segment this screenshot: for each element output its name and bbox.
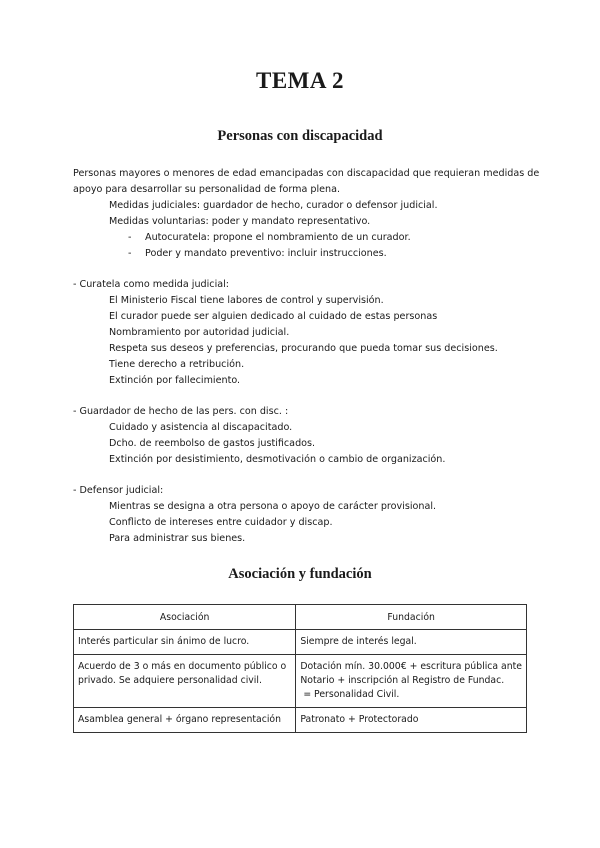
cell-text: Asamblea general + órgano representación [78, 714, 281, 725]
cell-text: Patronato + Protectorado [300, 714, 419, 725]
section-heading-asociacion-fundacion: Asociación y fundación [228, 566, 372, 582]
table-row [74, 655, 527, 708]
curatela-item: Extinción por fallecimiento. [109, 375, 241, 386]
table-row [74, 630, 527, 655]
defensor-item: Conflicto de intereses entre cuidador y discap. [109, 517, 333, 528]
guardador-item: Dcho. de reembolso de gastos justificados. [109, 438, 316, 449]
voluntary-item-poder: Poder y mandato preventivo: incluir instrucciones. [145, 248, 387, 259]
list-dash: - [128, 248, 132, 259]
curatela-heading: - Curatela como medida judicial: [73, 279, 230, 290]
column-header-fundacion: Fundación [296, 605, 527, 630]
defensor-item: Mientras se designa a otra persona o apoyo de carácter provisional. [109, 501, 437, 512]
intro-line: apoyo para desarrollar su personalidad de forma plena. [73, 184, 341, 195]
guardador-item: Extinción por desistimiento, desmotivación o cambio de organización. [109, 454, 446, 465]
cell-text: Interés particular sin ánimo de lucro. [78, 636, 250, 647]
curatela-item: Respeta sus deseos y preferencias, procurando que pueda tomar sus decisiones. [109, 343, 498, 354]
cell-text: Siempre de interés legal. [300, 636, 417, 647]
cell-text: Acuerdo de 3 o más en documento público o [78, 661, 287, 672]
table-header-row [74, 605, 527, 630]
table-cell [74, 708, 296, 733]
guardador-item: Cuidado y asistencia al discapacitado. [109, 422, 293, 433]
table-cell [296, 655, 527, 708]
cell-text: Dotación mín. 30.000€ + escritura pública ante [300, 661, 522, 672]
page-title: TEMA 2 [256, 68, 344, 93]
curatela-item: Nombramiento por autoridad judicial. [109, 327, 290, 338]
curatela-item: El curador puede ser alguien dedicado al cuidado de estas personas [109, 311, 438, 322]
table-cell [74, 655, 296, 708]
table-cell [296, 708, 527, 733]
table-cell [74, 630, 296, 655]
defensor-item: Para administrar sus bienes. [109, 533, 246, 544]
cell-text: = Personalidad Civil. [303, 689, 400, 700]
measure-voluntary: Medidas voluntarias: poder y mandato representativo. [109, 216, 371, 227]
cell-text: privado. Se adquiere personalidad civil. [78, 675, 262, 686]
column-header-asociacion: Asociación [74, 605, 296, 630]
table-cell [296, 630, 527, 655]
curatela-item: Tiene derecho a retribución. [109, 359, 245, 370]
cell-text: Notario + inscripción al Registro de Fundac. [300, 675, 505, 686]
defensor-heading: - Defensor judicial: [73, 485, 164, 496]
voluntary-item-autocuratela: Autocuratela: propone el nombramiento de un curador. [145, 232, 411, 243]
list-dash: - [128, 232, 132, 243]
comparison-table [73, 604, 527, 733]
section-heading-discapacidad: Personas con discapacidad [217, 128, 383, 144]
curatela-item: El Ministerio Fiscal tiene labores de control y supervisión. [109, 295, 384, 306]
measure-judicial: Medidas judiciales: guardador de hecho, curador o defensor judicial. [109, 200, 438, 211]
table-row [74, 708, 527, 733]
guardador-heading: - Guardador de hecho de las pers. con disc. : [73, 406, 289, 417]
intro-line: Personas mayores o menores de edad emancipadas con discapacidad que requieran medidas de [73, 168, 540, 179]
